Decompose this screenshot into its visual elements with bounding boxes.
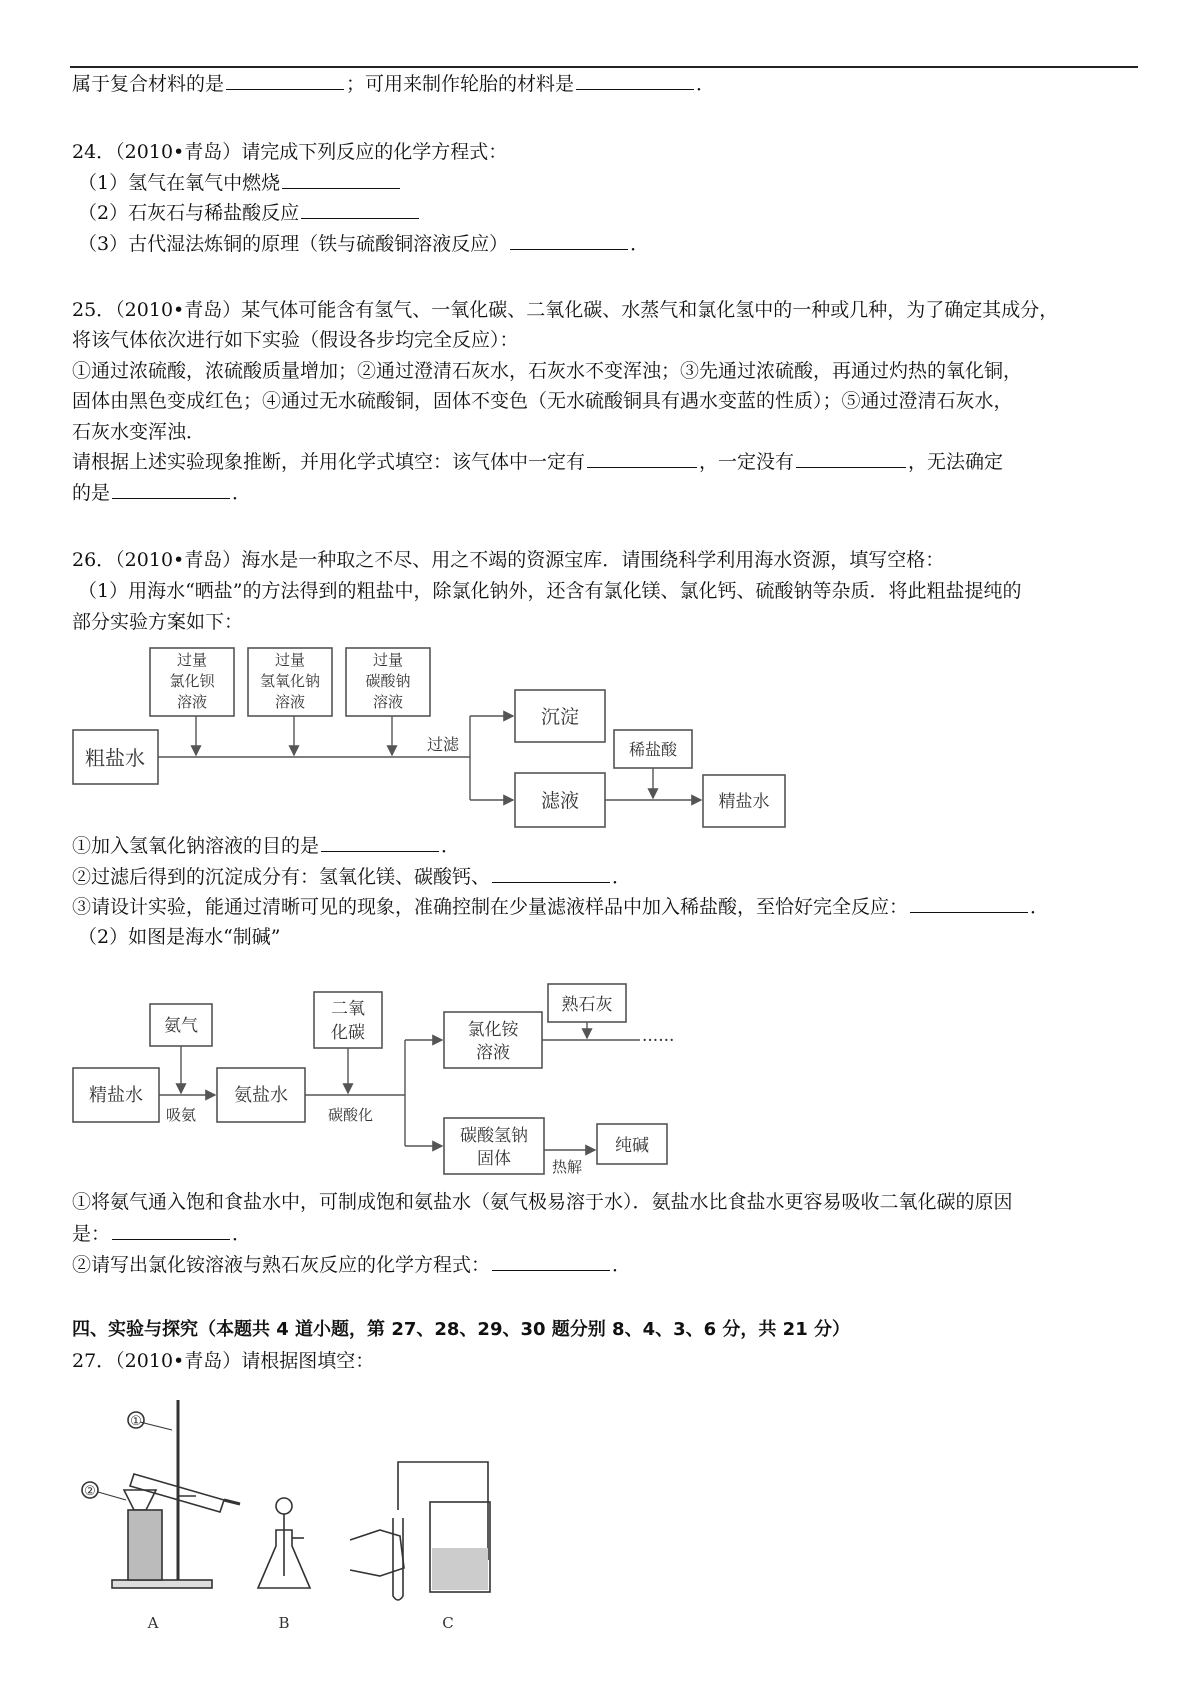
q26-part-2: （2）如图是海水“制碱” [78, 926, 281, 948]
label-A: A [147, 1614, 159, 1632]
q25-line-5: 石灰水变浑浊． [72, 421, 206, 443]
svg-text:溶液: 溶液 [274, 693, 306, 711]
section-4-heading: 四、实验与探究（本题共 4 道小题，第 27、28、29、30 题分别 8、4、3、6 分，共 21 分） [72, 1319, 850, 1340]
svg-text:二氧: 二氧 [331, 999, 365, 1019]
box-precipitate [515, 690, 605, 742]
box-ammonium-chloride [444, 1012, 542, 1068]
q23-tail: 属于复合材料的是 ；可用来制作轮胎的材料是 ． [72, 73, 716, 95]
q24-item-3: （3）古代湿法炼铜的原理（铁与硫酸铜溶液反应） ． [78, 233, 650, 255]
svg-text:碳酸氢钠: 碳酸氢钠 [460, 1126, 528, 1146]
svg-text:过量: 过量 [176, 651, 208, 669]
svg-text:精盐水: 精盐水 [89, 1085, 143, 1106]
q25-line-1: 25．（2010•青岛）某气体可能含有氢气、一氧化碳、二氧化碳、水蒸气和氯化氢中的一种或几种，为了确定其成分， [72, 299, 1059, 321]
q27-title: 27．（2010•青岛）请根据图填空： [72, 1350, 375, 1372]
q26-t2: ②请写出氯化铵溶液与熟石灰反应的化学方程式： ． [72, 1254, 632, 1276]
apparatus-A [82, 1400, 240, 1632]
box-sodium-carbonate [346, 648, 430, 716]
box-filtrate [515, 773, 605, 827]
q26-line-1: 26．（2010•青岛）海水是一种取之不尽、用之不竭的资源宝库．请围绕科学利用海水资源，填写空格： [72, 549, 945, 571]
q25-line-4: 固体由黑色变成红色；④通过无水硫酸铜，固体不变色（无水硫酸铜具有遇水变蓝的性质）；⑤通过澄清石灰水， [72, 390, 1013, 412]
answer-blank[interactable] [492, 882, 610, 883]
svg-text:①: ① [130, 1414, 142, 1429]
label-carbonize: 碳酸化 [328, 1106, 374, 1124]
q26-sub-1: ①加入氢氧化钠溶液的目的是 ． [72, 835, 461, 857]
svg-text:固体: 固体 [477, 1149, 511, 1169]
q25-line-6: 请根据上述实验现象推断，并用化学式填空：该气体中一定有 ，一定没有 ，无法确定 [72, 451, 1004, 473]
q24-title: 24．（2010•青岛）请完成下列反应的化学方程式： [72, 141, 508, 163]
svg-text:氨盐水: 氨盐水 [234, 1085, 288, 1106]
svg-text:氨气: 氨气 [164, 1016, 198, 1036]
q26-line-3: 部分实验方案如下： [72, 611, 244, 633]
q25-line-7: 的是 ． [72, 482, 252, 504]
svg-text:溶液: 溶液 [476, 1043, 510, 1063]
svg-text:溶液: 溶液 [372, 693, 404, 711]
apparatus-B [258, 1498, 310, 1632]
svg-text:氢氧化钠: 氢氧化钠 [259, 672, 321, 690]
box-crude-brine [73, 730, 158, 784]
box-soda-ash [597, 1124, 667, 1164]
q25-line-2: 将该气体依次进行如下实验（假设各步均完全反应）： [72, 329, 519, 351]
label-B: B [278, 1614, 290, 1632]
q26-t1: ①将氨气通入饱和食盐水中，可制成饱和氨盐水（氨气极易溶于水）．氨盐水比食盐水更容易吸收二氧化碳的原因 [72, 1191, 1013, 1213]
box-co2 [314, 992, 382, 1048]
svg-text:粗盐水: 粗盐水 [85, 746, 145, 770]
svg-text:滤液: 滤液 [540, 790, 580, 812]
svg-text:过量: 过量 [372, 651, 404, 669]
label-C: C [442, 1614, 454, 1632]
box-barium-chloride [150, 648, 234, 716]
svg-text:过量: 过量 [274, 651, 306, 669]
answer-blank[interactable] [112, 1239, 230, 1240]
svg-text:稀盐酸: 稀盐酸 [628, 740, 678, 759]
box-refined-brine [703, 775, 785, 827]
svg-text:化碳: 化碳 [331, 1023, 365, 1043]
box-sodium-bicarbonate [444, 1118, 544, 1174]
apparatus-C [350, 1462, 490, 1632]
svg-text:沉淀: 沉淀 [540, 706, 580, 728]
label-filter: 过滤 [427, 735, 460, 754]
svg-text:精盐水: 精盐水 [718, 792, 770, 812]
svg-text:纯碱: 纯碱 [615, 1136, 649, 1156]
label-absorb: 吸氨 [166, 1106, 197, 1124]
box-sodium-hydroxide [248, 648, 332, 716]
q26-line-2: （1）用海水“晒盐”的方法得到的粗盐中，除氯化钠外，还含有氯化镁、氯化钙、硫酸钠等杂质．将此粗盐提纯的 [78, 580, 1022, 602]
answer-blank[interactable] [321, 851, 439, 852]
box-slaked-lime [548, 984, 626, 1022]
label-ellipsis: ······ [642, 1031, 675, 1051]
q24-item-1: （1）氢气在氧气中燃烧 [78, 171, 402, 195]
q26-sub-3: ③请设计实验，能通过清晰可见的现象，准确控制在少量滤液样品中加入稀盐酸，至恰好完全反应： ． [72, 896, 1050, 918]
svg-text:氯化钡: 氯化钡 [169, 672, 215, 690]
box-ammonia [150, 1004, 212, 1046]
answer-blank[interactable] [492, 1270, 610, 1271]
q26-t1b: 是： ． [72, 1223, 252, 1245]
label-pyrolysis: 热解 [552, 1158, 583, 1176]
q26-sub-2: ②过滤后得到的沉淀成分有：氢氧化镁、碳酸钙、 ． [72, 866, 632, 888]
svg-text:溶液: 溶液 [176, 693, 208, 711]
box-dilute-hcl [614, 730, 692, 768]
q24-item-2: （2）石灰石与稀盐酸反应 [78, 201, 421, 225]
answer-blank[interactable] [910, 912, 1028, 913]
box-refined-brine-2 [73, 1068, 159, 1122]
svg-text:熟石灰: 熟石灰 [561, 995, 613, 1015]
svg-text:氯化铵: 氯化铵 [467, 1020, 519, 1040]
svg-text:碳酸钠: 碳酸钠 [365, 672, 411, 690]
q23-text-b: ；可用来制作轮胎的材料是 [346, 73, 575, 95]
box-ammoniated-brine [217, 1068, 305, 1122]
q25-line-3: ①通过浓硫酸，浓硫酸质量增加；②通过澄清石灰水，石灰水不变浑浊；③先通过浓硫酸，再通过灼热的氧化铜， [72, 360, 1023, 382]
svg-text:②: ② [84, 1484, 96, 1499]
q23-text-a: 属于复合材料的是 [72, 73, 225, 95]
